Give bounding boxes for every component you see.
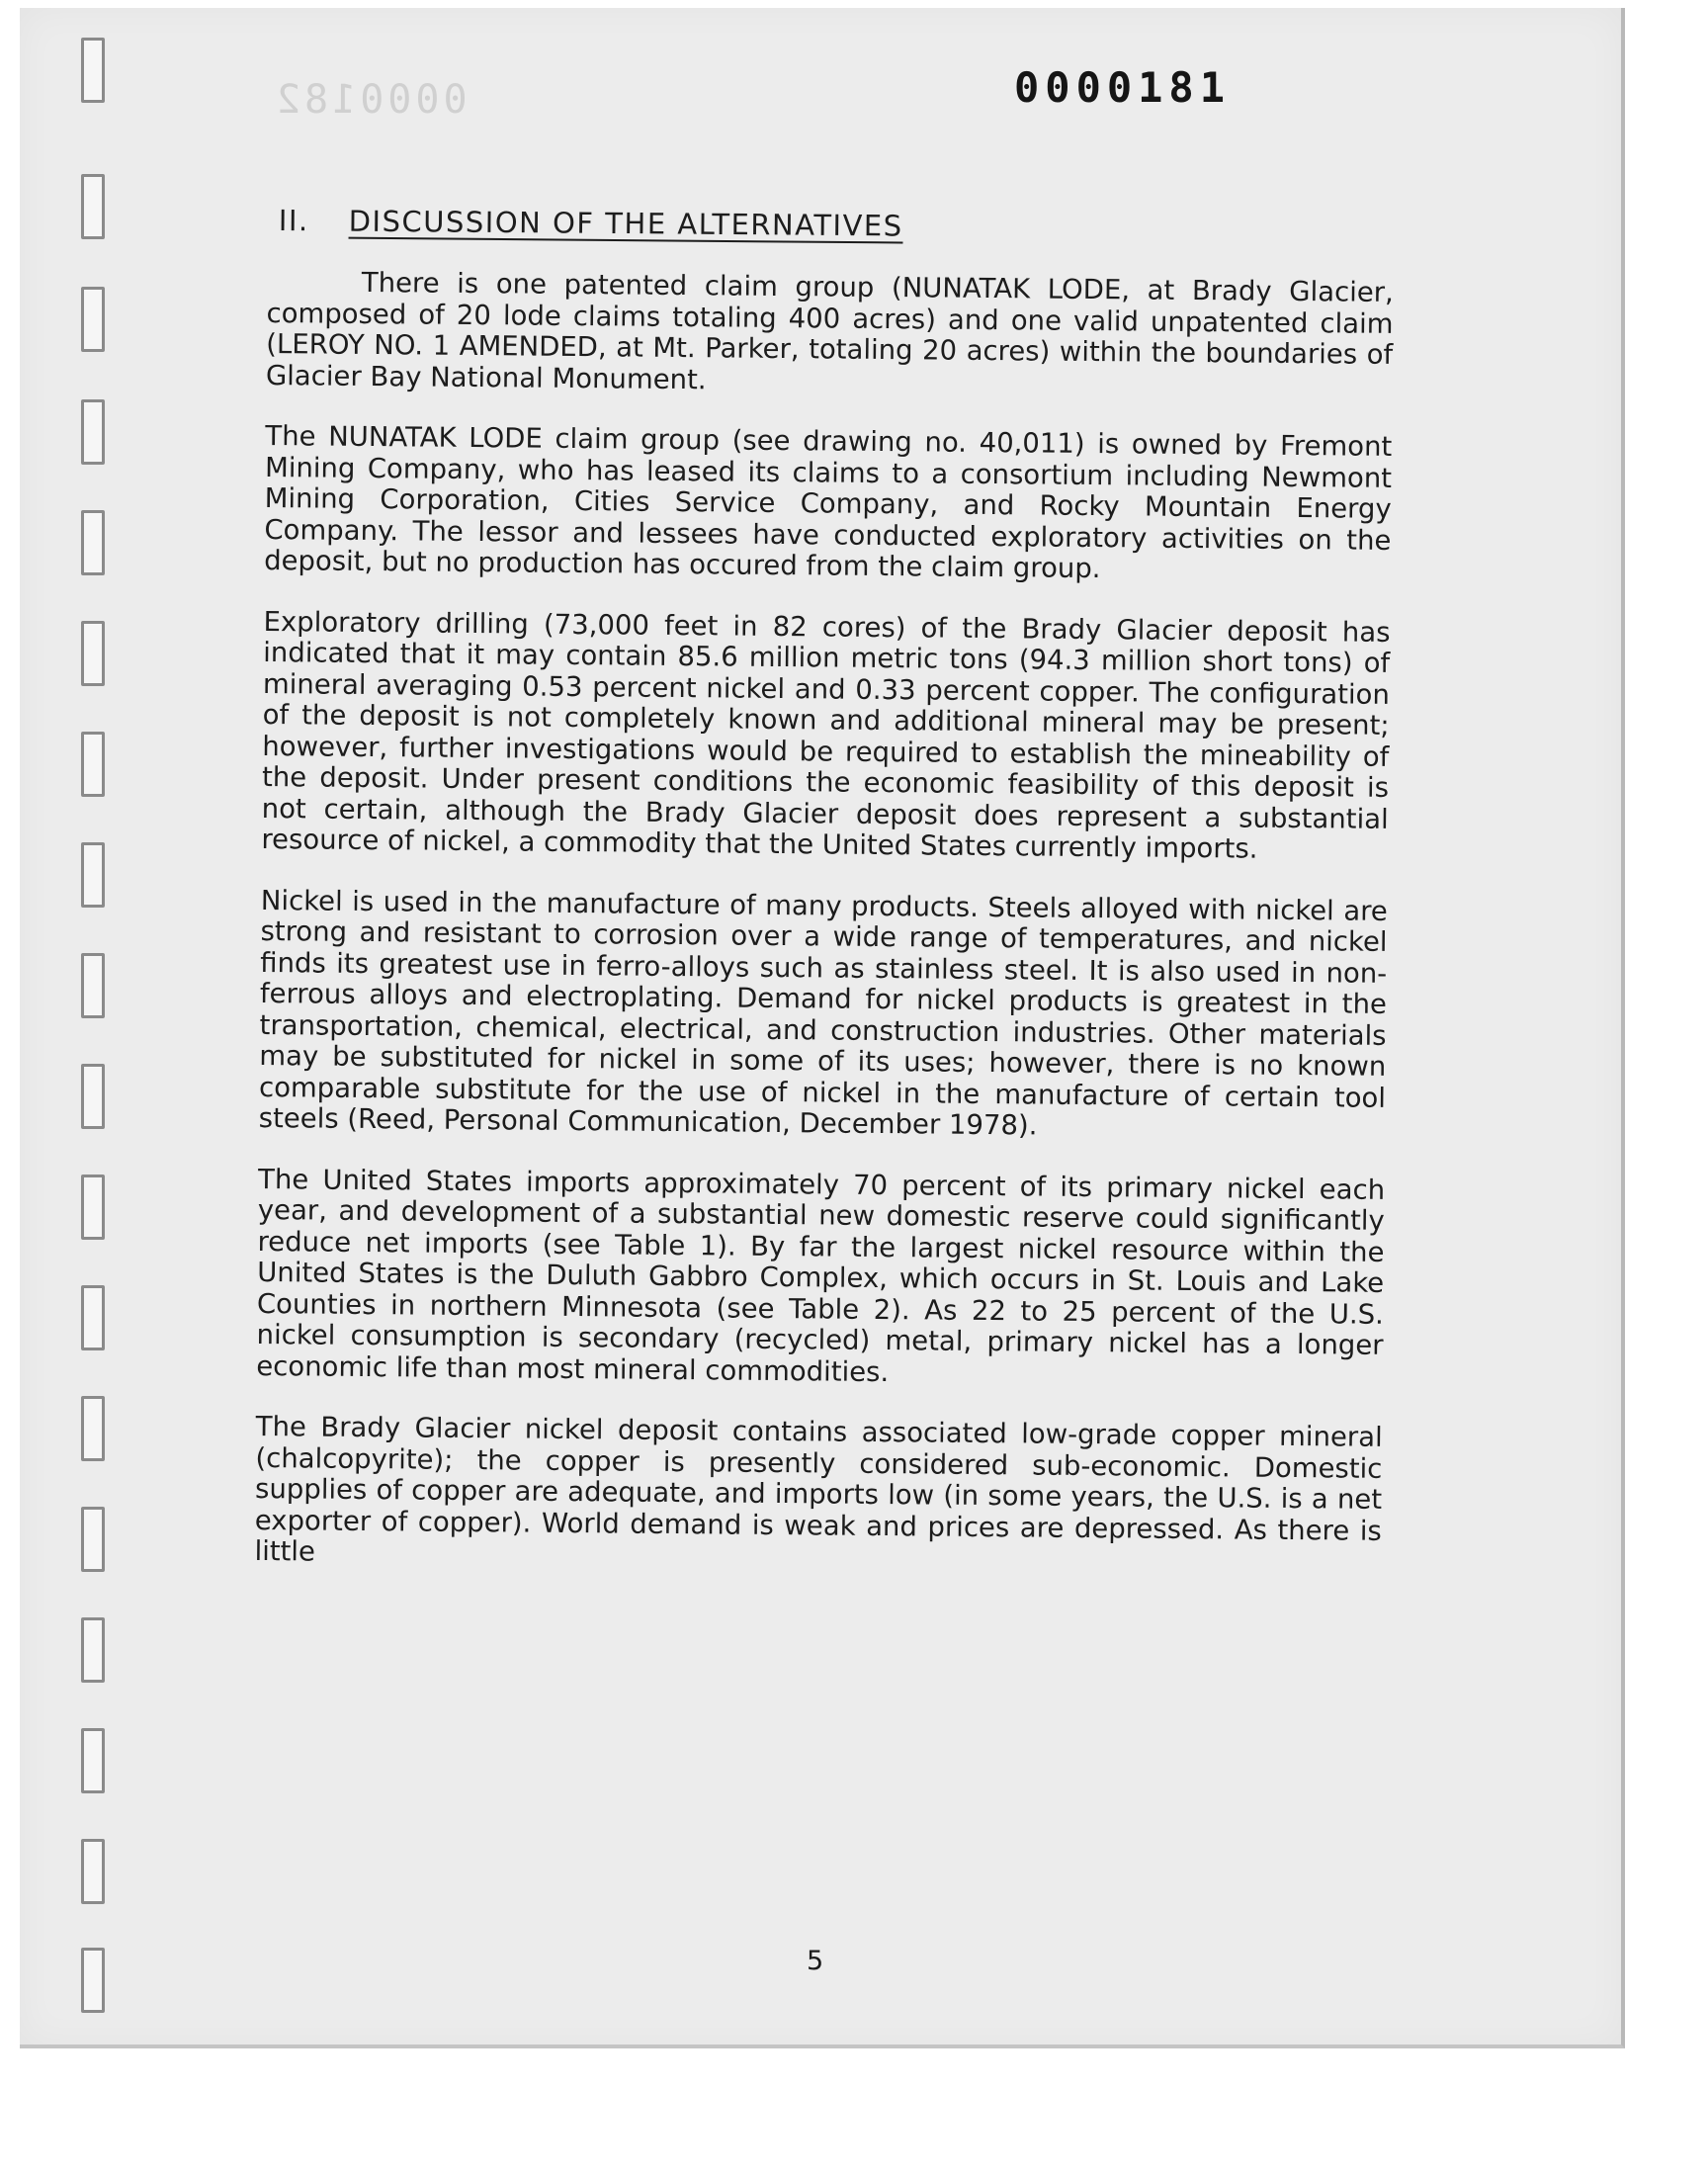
binder-hole — [81, 38, 105, 103]
binder-hole — [81, 953, 105, 1018]
binder-hole — [81, 1285, 105, 1350]
binder-hole — [81, 1728, 105, 1793]
paragraph: The Brady Glacier nickel deposit contains associated low-grade copper mineral (chalcopyrite); the copper is presently considered sub-economic. Domestic supplies of copper are adequate, and imports low (in some years, the U.S. is a net exporter of copper). World demand is weak and prices are depressed. As there is little — [254, 1410, 1383, 1568]
binder-hole — [81, 1948, 105, 2013]
paragraph: The United States imports approximately 70 percent of its primary nickel each year, and development of a substantial new domestic reserve could significantly reduce net imports (see Table 1). By far the largest nickel resource within the United States is the Duluth Gabbro Complex, which occurs in St. Louis and Lake Counties in northern Minnesota (see Table 2). As 22 to 25 percent of the U.S. nickel consumption is secondary (recycled) metal, primary nickel has a longer economic life than most mineral commodities. — [256, 1163, 1386, 1388]
section-number: II. — [278, 204, 309, 238]
document-page — [20, 8, 1625, 2048]
paragraph: There is one patented claim group (NUNATAK LODE, at Brady Glacier, composed of 20 lode claims totaling 400 acres) and one valid unpatented claim (LEROY NO. 1 AMENDED, at Mt. Parker, totaling 20 acres) within the boundaries of Glacier Bay National Monument. — [265, 266, 1394, 395]
paragraph: The NUNATAK LODE claim group (see drawing no. 40,011) is owned by Fremont Mining Company, who has leased its claims to a consortium including Newmont Mining Corporation, Cities Service Company, and Rocky Mountain Energy Company. The lessor and lessees have conducted exploratory activities on the deposit, but no production has occured from the claim group. — [263, 419, 1393, 585]
binder-hole — [81, 510, 105, 575]
binder-hole — [81, 1507, 105, 1572]
section-heading — [279, 204, 903, 243]
binder-hole — [81, 399, 105, 465]
page-number: 5 — [807, 1946, 824, 1976]
document-number: 0000181 — [1014, 63, 1232, 112]
binder-hole — [81, 1064, 105, 1129]
binder-hole — [81, 1174, 105, 1240]
binder-holes — [81, 8, 121, 2044]
binder-hole — [81, 1839, 105, 1904]
bleedthrough-document-number: 0000182 — [273, 77, 468, 123]
binder-hole — [81, 842, 105, 908]
paragraph: Exploratory drilling (73,000 feet in 82 cores) of the Brady Glacier deposit has indicated that it may contain 85.6 million metric tons (94.3 million short tons) of mineral averaging 0.53 percent nickel and 0.33 percent copper. The configuration of the deposit is not completely known and additional mineral may be present; however, further investigations would be required to establish the mineability of the deposit. Under present conditions the economic feasibility of this deposit is not certain, although the Brady Glacier deposit does represent a substantial resource of nickel, a commodity that the United States currently imports. — [261, 605, 1391, 865]
binder-hole — [81, 174, 105, 239]
binder-hole — [81, 621, 105, 686]
binder-hole — [81, 1396, 105, 1461]
body-text — [254, 267, 1394, 1608]
binder-hole — [81, 732, 105, 797]
binder-hole — [81, 1617, 105, 1683]
paragraph: Nickel is used in the manufacture of many products. Steels alloyed with nickel are strong and resistant to corrosion over a wide range of temperatures, and nickel finds its greatest use in ferro-alloys such as stainless steel. It is also used in non-ferrous alloys and electroplating. Demand for nickel products is greatest in the transportation, chemical, electrical, and construction industries. Other materials may be substituted for nickel in some of its uses; however, there is no known comparable substitute for the use of nickel in the manufacture of certain tool steels (Reed, Personal Communication, December 1978). — [258, 884, 1388, 1142]
section-title: DISCUSSION OF THE ALTERNATIVES — [348, 204, 903, 243]
binder-hole — [81, 287, 105, 352]
